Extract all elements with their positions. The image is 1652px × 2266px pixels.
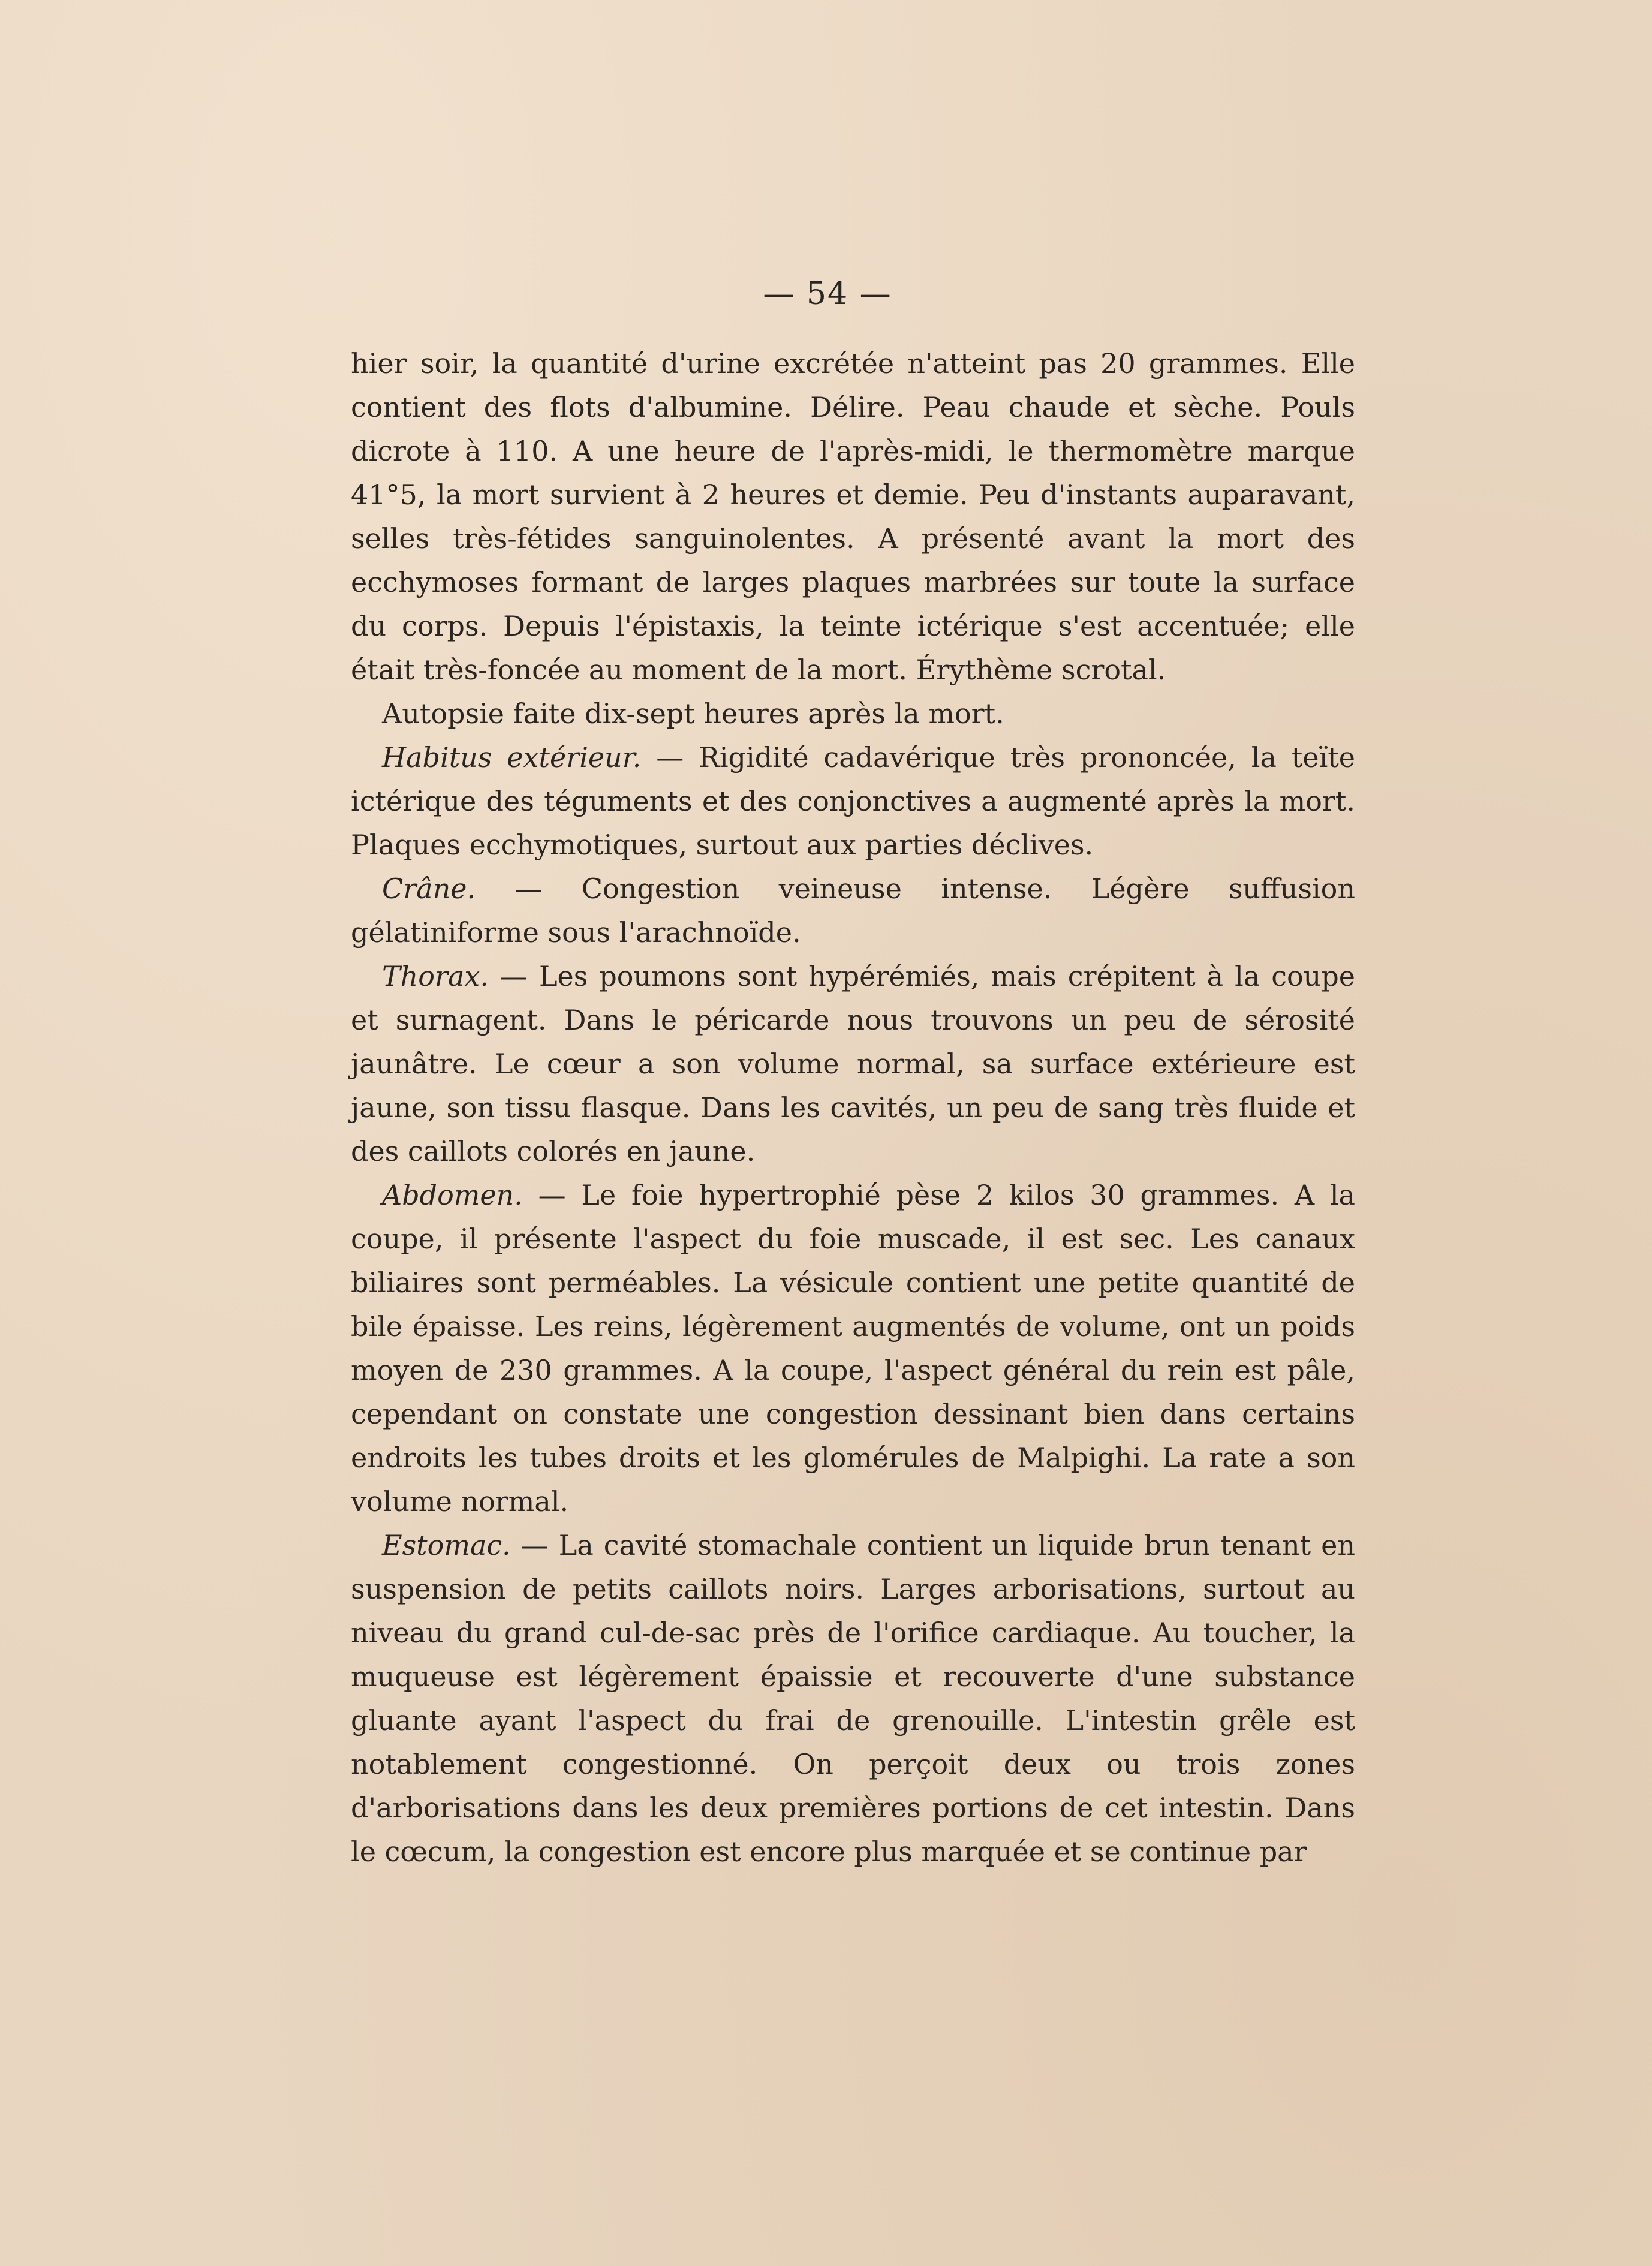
body-text [351, 342, 1355, 1874]
section-heading: Estomac. [382, 1529, 511, 1561]
section-heading: Crâne. [382, 872, 476, 905]
section-heading: Abdomen. [382, 1179, 523, 1211]
paragraph-text: — Les poumons sont hypérémiés, mais crépitent à la coupe et surnagent. Dans le péricarde nous trouvons un peu de sérosité jaunâtre. Le cœur a son volume normal, sa surface extérieure est jaune, son tissu flasque. Dans les cavités, un peu de sang très fluide et des caillots colorés en jaune. [351, 960, 1355, 1167]
paragraph-habitus [351, 736, 1355, 867]
paragraph-crane [351, 867, 1355, 955]
paragraph-text: Autopsie faite dix-sept heures après la mort. [382, 697, 1004, 730]
paragraph-thorax [351, 955, 1355, 1173]
paragraph-text: — Rigidité cadavérique très prononcée, la teïte ictérique des téguments et des conjonctives a augmenté après la mort. Plaques ecchymotiques, surtout aux parties déclives. [351, 741, 1355, 861]
paragraph-text: — La cavité stomachale contient un liquide brun tenant en suspension de petits caillots noirs. Larges arborisations, surtout au niveau du grand cul-de-sac près de l'orifice cardiaque. Au toucher, la muqueuse est légèrement épaissie et recouverte d'une substance gluante ayant l'aspect du frai de grenouille. L'intestin grêle est notablement congestionné. On perçoit deux ou trois zones d'arborisations dans les deux premières portions de cet intestin. Dans le cœcum, la congestion est encore plus marquée et se continue par [351, 1529, 1355, 1868]
paragraph-text: — Le foie hypertrophié pèse 2 kilos 30 grammes. A la coupe, il présente l'aspect du foie muscade, il est sec. Les canaux biliaires sont perméables. La vésicule contient une petite quantité de bile épaisse. Les reins, légèrement augmentés de volume, ont un poids moyen de 230 grammes. A la coupe, l'aspect général du rein est pâle, cependant on constate une congestion dessinant bien dans certains endroits les tubes droits et les glomérules de Malpighi. La rate a son volume normal. [351, 1179, 1355, 1518]
paragraph-abdomen [351, 1173, 1355, 1524]
paragraph-continuation [351, 342, 1355, 692]
page-number: — 54 — [763, 276, 892, 312]
paragraph-estomac [351, 1524, 1355, 1874]
paragraph-autopsie [351, 692, 1355, 736]
section-heading: Habitus extérieur. [382, 741, 642, 774]
paragraph-text: — Congestion veineuse intense. Légère suffusion gélatiniforme sous l'arachnoïde. [351, 872, 1355, 949]
paragraph-text: hier soir, la quantité d'urine excrétée n'atteint pas 20 grammes. Elle contient des flots d'albumine. Délire. Peau chaude et sèche. Pouls dicrote à 110. A une heure de l'après-midi, le thermomètre marque 41°5, la mort survient à 2 heures et demie. Peu d'instants auparavant, selles très-fétides sanguinolentes. A présenté avant la mort des ecchymoses formant de larges plaques marbrées sur toute la surface du corps. Depuis l'épistaxis, la teinte ictérique s'est accentuée; elle était très-foncée au moment de la mort. Érythème scrotal. [351, 347, 1355, 686]
section-heading: Thorax. [382, 960, 489, 992]
